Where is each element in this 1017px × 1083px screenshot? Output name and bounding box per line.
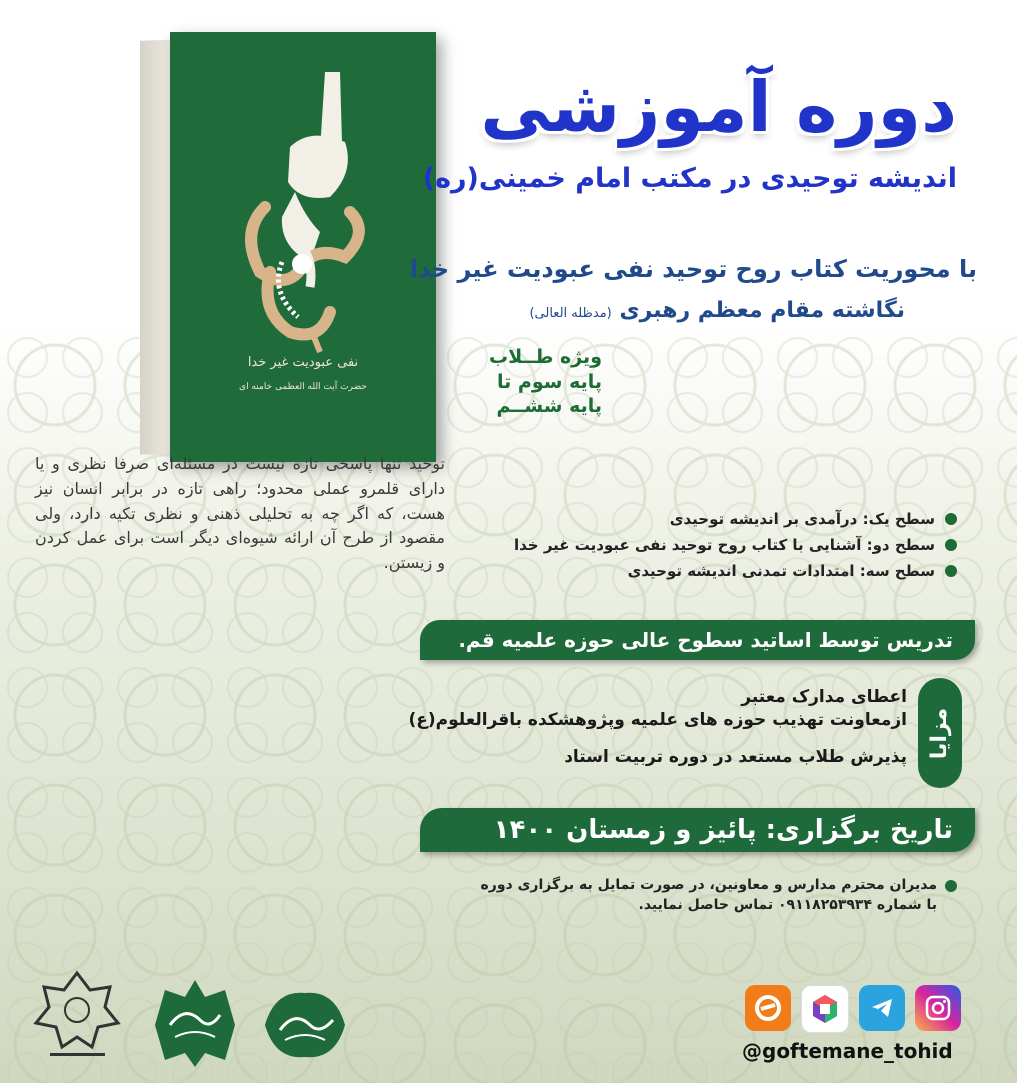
book-cover-subtitle: نفی عبودیت غیر خدا [247, 355, 359, 370]
goftemane-tohid-logo [140, 975, 250, 1070]
book-cover-art [170, 32, 436, 462]
social-handle[interactable]: @goftemane_tohid [742, 1039, 953, 1063]
advantages-block [387, 686, 907, 769]
book-image [140, 32, 436, 462]
contact-phone-line: با شماره ۰۹۱۱۸۲۵۳۹۳۴ تماس حاصل نمایید. [638, 897, 937, 914]
list-item [397, 510, 957, 528]
intro-paragraph: توحید تنها پاسخی تازه نیست در مسئله‌ای صرفا نظری و یا دارای قلمرو عملی محدود؛ راهی تازه در برابر انسان نیز هست، که اگر چه به تحلیلی ذهنی و نظری تکیه دارد، ولی مقصود از طرح آن ارائه شیوه‌ای دیگر است برای عمل کردن و زیستن. [35, 454, 445, 573]
list-item [397, 562, 957, 580]
author-line [529, 298, 905, 323]
date-banner: تاریخ برگزاری: پائیز و زمستان ۱۴۰۰ [420, 808, 975, 852]
contact-line: مدیران محترم مدارس و معاونین، در صورت تمایل به برگزاری دوره [480, 877, 937, 893]
social-icons [745, 985, 961, 1033]
audience-line: پایه سوم تا [497, 370, 602, 393]
book-cover-author: حضرت آیت الله العظمی خامنه ای [239, 382, 367, 392]
audience-line: پایه ششــم [496, 395, 602, 418]
contact-block [437, 875, 957, 916]
book-axis-line: با محوریت کتاب روح توحید نفی عبودیت غیر خدا [409, 255, 977, 283]
advantages-tag-label: مزایا [927, 707, 953, 759]
teaching-banner: تدریس توسط اساتید سطوح عالی حوزه علمیه قم. [420, 620, 975, 660]
bullet-icon [945, 880, 957, 892]
advantage-line: ازمعاونت تهذیب حوزه های علمیه وپژوهشکده باقرالعلوم(ع) [408, 709, 907, 730]
book-cover [170, 32, 436, 462]
author-honorific: (مدظله العالی) [529, 306, 612, 321]
baqir-al-uloom-logo [30, 965, 125, 1065]
eitaa-icon[interactable] [745, 985, 791, 1031]
advantages-tag [918, 678, 962, 788]
level-label: سطح دو: آشنایی با کتاب روح توحید نفی عبودیت غیر خدا [514, 536, 935, 554]
levels-list [397, 510, 957, 588]
list-item [397, 536, 957, 554]
page-subtitle: اندیشه توحیدی در مکتب امام خمینی(ره) [422, 163, 957, 194]
bullet-icon [945, 539, 957, 551]
bullet-icon [945, 565, 957, 577]
bullet-icon [945, 513, 957, 525]
advantage-line: پذیرش طلاب مستعد در دوره تربیت استاد [564, 746, 907, 767]
audience-line: ویژه طــلاب [489, 346, 602, 368]
page-title: دوره آموزشی [480, 66, 957, 148]
level-label: سطح یک: درآمدی بر اندیشه توحیدی [669, 510, 935, 528]
mashq-tohid-logo [255, 985, 355, 1065]
telegram-icon[interactable] [859, 985, 905, 1031]
advantage-line: اعطای مدارک معتبر [741, 687, 907, 707]
level-label: سطح سه: امتدادات تمدنی اندیشه توحیدی [627, 562, 935, 580]
rubika-icon[interactable] [801, 985, 849, 1033]
instagram-icon[interactable] [915, 985, 961, 1031]
author-text: نگاشته مقام معظم رهبری [619, 298, 905, 323]
audience-block [452, 345, 602, 419]
